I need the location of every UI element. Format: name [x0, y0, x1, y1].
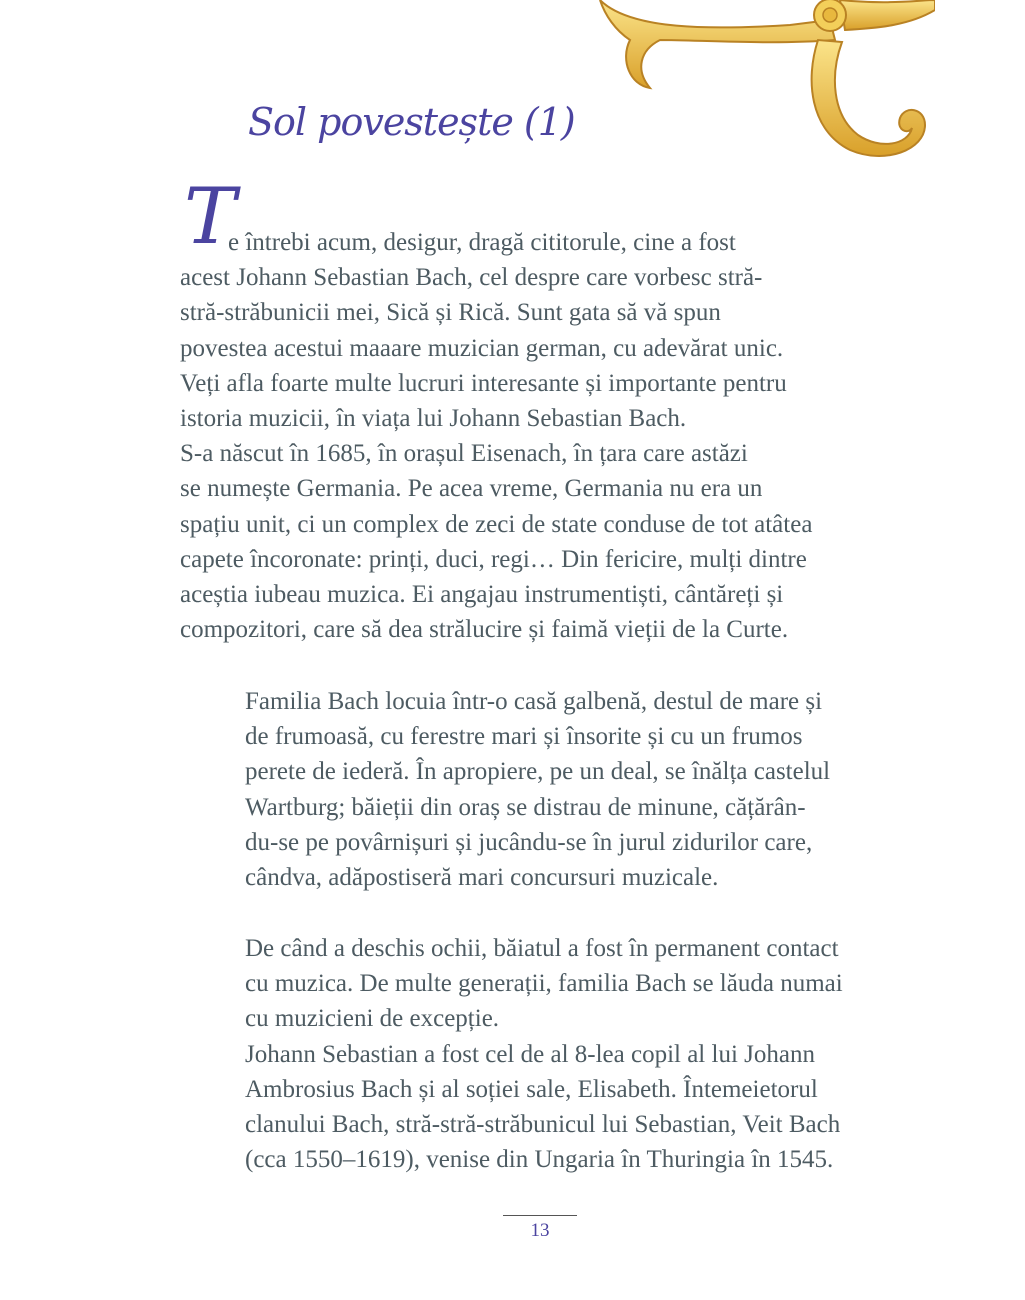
- paragraph-2: [245, 684, 830, 895]
- text-line: Familia Bach locuia într-o casă galbenă, destul de mare și: [245, 688, 823, 715]
- text-line: aceștia iubeau muzica. Ei angajau instrumentiști, cântăreți și: [180, 580, 784, 608]
- text-line: du-se pe povârnișuri și jucându-se în jurul zidurilor care,: [245, 828, 813, 856]
- text-line: e întrebi acum, desigur, dragă cititorule, cine a fost: [228, 229, 736, 256]
- text-line: istoria muzicii, în viața lui Johann Sebastian Bach.: [180, 404, 687, 432]
- text-line: S-a născut în 1685, în orașul Eisenach, în țara care astăzi: [180, 440, 748, 468]
- text-line: clanului Bach, stră-stră-străbunicul lui Sebastian, Veit Bach: [245, 1110, 841, 1138]
- text-line: spațiu unit, ci un complex de zeci de state conduse de tot atâtea: [180, 510, 813, 538]
- text-line: (cca 1550–1619), venise din Ungaria în Thuringia în 1545.: [245, 1146, 834, 1174]
- page-number: 13: [530, 1220, 550, 1241]
- text-line: perete de iederă. În apropiere, pe un deal, se înălța castelul: [245, 758, 831, 786]
- text-line: capete încoronate: prinți, duci, regi… Din fericire, mulți dintre: [180, 545, 807, 573]
- text-line: se numește Germania. Pe acea vreme, Germania nu era un: [180, 475, 763, 503]
- text-line: De când a deschis ochii, băiatul a fost în permanent contact: [245, 935, 839, 962]
- text-line: cândva, adăpostiseră mari concursuri muzicale.: [245, 863, 719, 891]
- page-number-rule: [503, 1215, 577, 1216]
- text-line: acest Johann Sebastian Bach, cel despre care vorbesc stră-: [180, 264, 763, 292]
- text-line: Johann Sebastian a fost cel de al 8-lea copil al lui Johann: [245, 1040, 815, 1068]
- text-line: Ambrosius Bach și al soției sale, Elisabeth. Întemeietorul: [245, 1075, 818, 1103]
- text-line: de frumoasă, cu ferestre mari și însorite și cu un frumos: [245, 723, 803, 751]
- text-line: Veți afla foarte multe lucruri interesante și importante pentru: [180, 369, 787, 397]
- text-line: compozitori, care să dea strălucire și faimă vieții de la Curte.: [180, 616, 789, 644]
- text-line: cu muzica. De multe generații, familia Bach se lăuda numai: [245, 970, 843, 998]
- text-line: Wartburg; băieții din oraș se distrau de minune, cățărân-: [245, 793, 806, 821]
- paragraph-1: [180, 225, 812, 647]
- paragraph-3: [245, 931, 843, 1177]
- drop-cap: T: [184, 172, 237, 262]
- text-line: cu muzicieni de excepție.: [245, 1005, 500, 1033]
- text-line: stră-străbunicii mei, Sică și Rică. Sunt gata să vă spun: [180, 299, 721, 327]
- chapter-title: Sol povestește (1): [248, 100, 575, 144]
- text-line: povestea acestui maaare muzician german, cu adevărat unic.: [180, 334, 784, 362]
- gold-scroll-ornament: [590, 0, 935, 170]
